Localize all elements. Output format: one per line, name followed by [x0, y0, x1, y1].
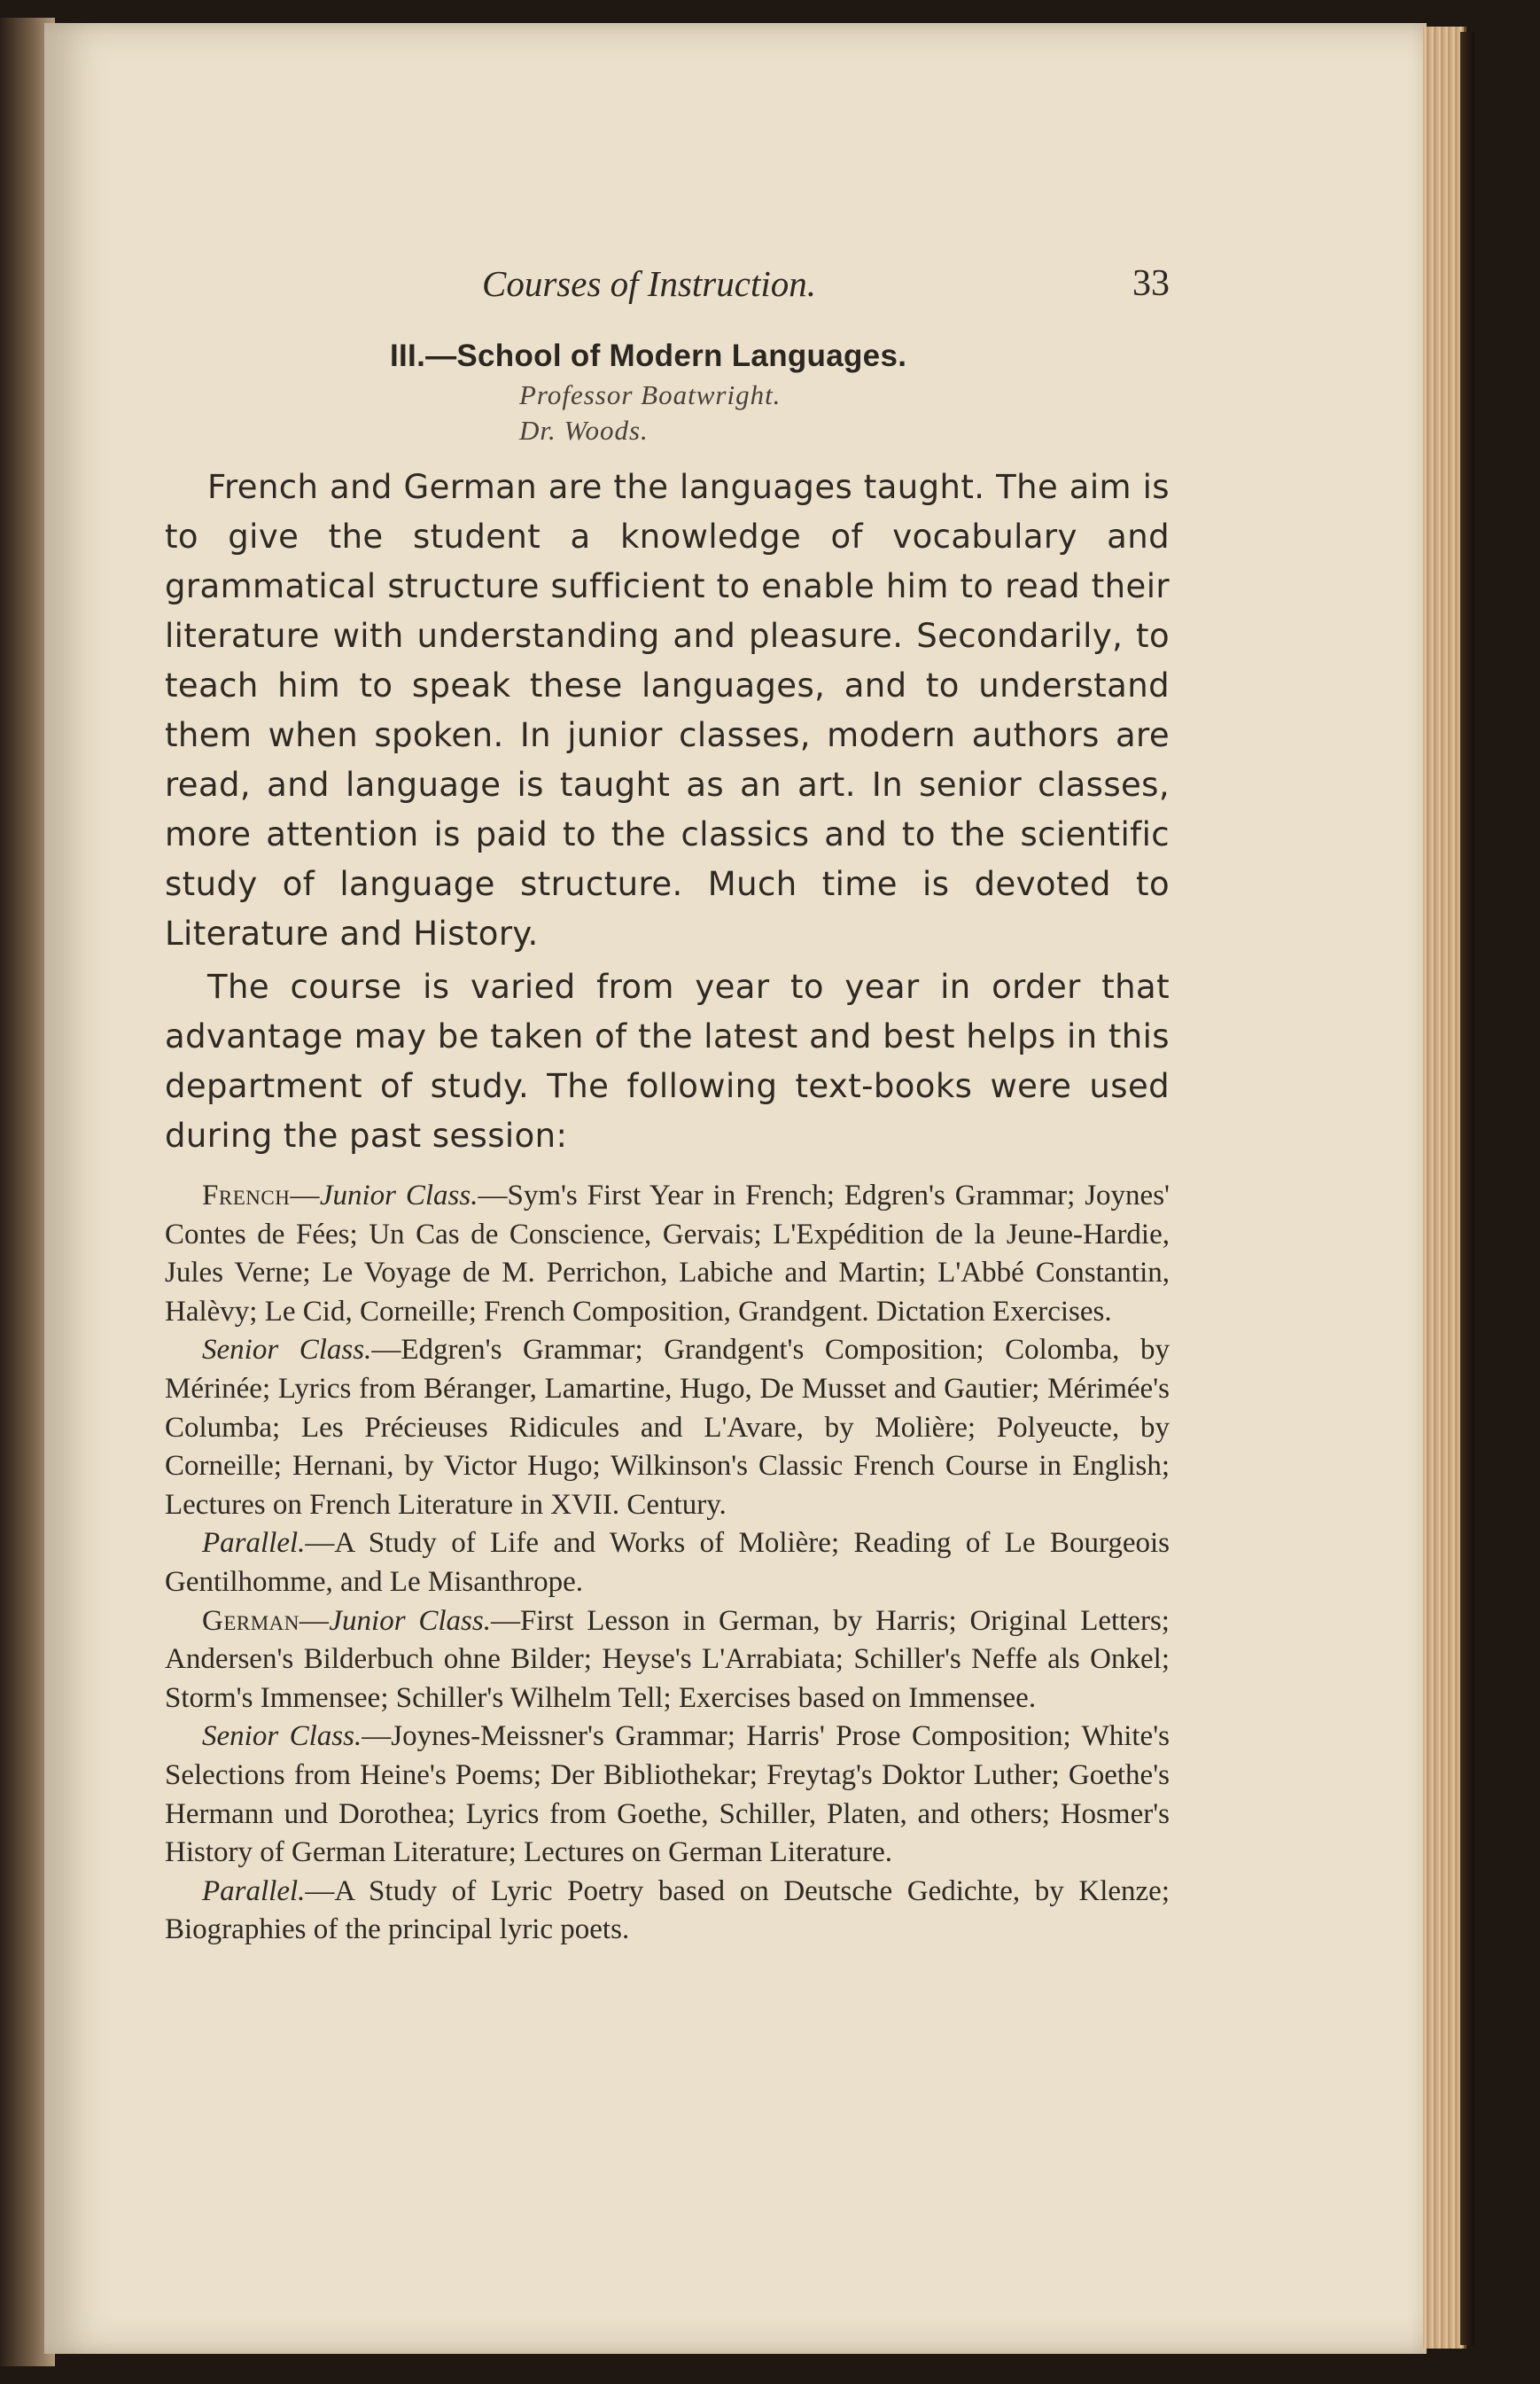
class-label: Senior Class. — [202, 1720, 362, 1753]
entry-text: —First Lesson in German, by Harris; Original Letters; Andersen's Bilderbuch ohne Bilder; Heyse's L'Arrabiata; Schiller's Neffe als Onkel; Storm's Immensee; Schiller's Wilhelm Tell; Exercises based on Immensee. — [165, 1604, 1170, 1714]
section-heading: III.—School of Modern Languages. — [390, 339, 907, 373]
class-label: Junior Class. — [329, 1604, 491, 1637]
staff-professor: Professor Boatwright. — [519, 379, 782, 410]
book-cover-edge — [1460, 32, 1474, 2345]
intro-paragraph: French and German are the languages taught. The aim is to give the student a knowledge of vocabulary and grammatical structure sufficient to enable him to read their literature with understanding and pleasure. Secondarily, to teach him to speak these languages, and to understand them when spoken. In junior classes, modern authors are read, and language is taught as an art. In senior classes, more attention is paid to the classics and to the scientific study of language structure. Much time is devoted to Literature and History. — [165, 468, 1170, 953]
entry-text: —A Study of Life and Works of Molière; Reading of Le Bourgeois Gentilhomme, and Le Misanthrope. — [165, 1527, 1170, 1598]
class-label: Junior Class. — [319, 1180, 478, 1211]
german-senior-entry — [165, 1718, 1170, 1872]
german-parallel-entry — [165, 1873, 1170, 1950]
language-label: German — [202, 1604, 299, 1637]
staff-doctor: Dr. Woods. — [519, 415, 649, 446]
language-label: French — [202, 1180, 291, 1211]
french-junior-entry: French—Junior Class.—Sym's First Year in French; Edgren's Grammar; Joynes' Contes de Fées; Un Cas de Conscience, Gervais; L'Expédition de la Jeune-Hardie, Jules Verne; Le Voyage de M. Perrichon, Labiche and Martin; L'Abbé Constantin, Halèvy; Le Cid, Corneille; French Composition, Grandgent. Dictation Exercises. — [165, 1180, 1170, 1328]
class-label: Parallel. — [202, 1527, 306, 1560]
textbooks-paragraph: The course is varied from year to year in order that advantage may be taken of the latest and best helps in this department of study. The following text-books were used during the past session: — [165, 968, 1170, 1155]
entry-text: —A Study of Lyric Poetry based on Deutsche Gedichte, by Klenze; Biographies of the principal lyric poets. — [165, 1874, 1170, 1946]
class-label: Parallel. — [202, 1874, 306, 1907]
entry-text: —Joynes-Meissner's Grammar; Harris' Prose Composition; White's Selections from Heine's Poems; Der Bibliothekar; Freytag's Doktor Luther; Goethe's Hermann und Dorothea; Lyrics from Goethe, Schiller, Platen, and others; Hosmer's History of German Literature; Lectures on German Literature. — [165, 1720, 1170, 1869]
french-parallel-entry — [165, 1524, 1170, 1601]
running-title: Courses of Instruction. — [482, 263, 816, 304]
running-header — [165, 262, 1170, 316]
page-text-block — [165, 262, 1170, 1950]
entry-text: —Edgren's Grammar; Grandgent's Composition; Colomba, by Mérinée; Lyrics from Béranger, Lamartine, Hugo, De Musset and Gautier; Mérimée's Columba; Les Précieuses Ridicules and L'Avare, by Molière; Polyeucte, by Corneille; Hernani, by Victor Hugo; Wilkinson's Classic French Course in English; Lectures on French Literature in XVII. Century. — [165, 1334, 1170, 1521]
page-number: 33 — [1132, 263, 1170, 304]
textbook-list — [165, 1177, 1170, 1950]
french-senior-entry — [165, 1331, 1170, 1524]
german-junior-entry: German—Junior Class.—First Lesson in German, by Harris; Original Letters; Andersen's Bilderbuch ohne Bilder; Heyse's L'Arrabiata; Schiller's Neffe als Onkel; Storm's Immensee; Schiller's Wilhelm Tell; Exercises based on Immensee. — [165, 1604, 1170, 1714]
entry-text: —Sym's First Year in French; Edgren's Grammar; Joynes' Contes de Fées; Un Cas de Conscience, Gervais; L'Expédition de la Jeune-Hardie, Jules Verne; Le Voyage de M. Perrichon, Labiche and Martin; L'Abbé Constantin, Halèvy; Le Cid, Corneille; French Composition, Grandgent. Dictation Exercises. — [165, 1180, 1170, 1328]
class-label: Senior Class. — [202, 1334, 372, 1367]
